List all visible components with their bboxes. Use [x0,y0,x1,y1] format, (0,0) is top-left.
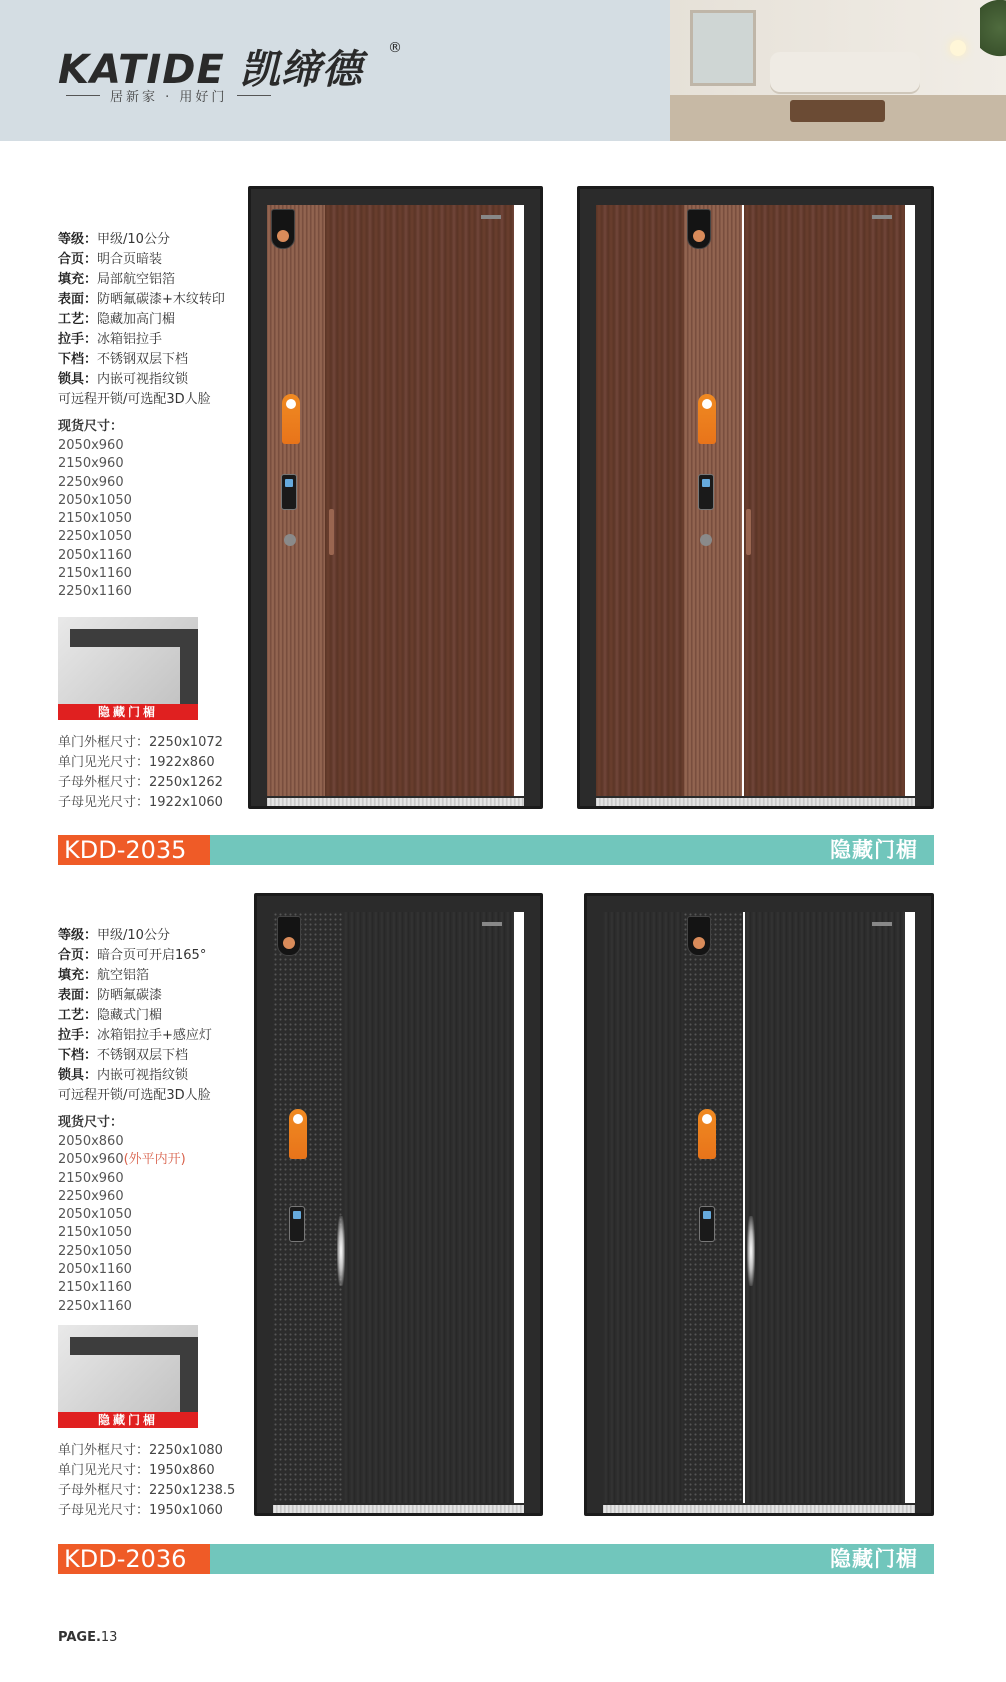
door-image-double-dark [584,893,934,1516]
product-bar-kdd-2035 [58,835,934,865]
frame-sizes: 单门外框尺寸：2250x1080 单门见光尺寸：1950x860 子母外框尺寸：2250x1238.5 子母见光尺寸：1950x1060 [58,1443,236,1518]
frame-sizes: 单门外框尺寸：2250x1072 单门见光尺寸：1922x860 子母外框尺寸：2250x1262 子母见光尺寸：1922x1060 [58,735,223,810]
spec-note: 可远程开锁/可选配3D人脸 [58,1088,211,1103]
sizes-list: 2050x860 2050x960(外平内开) 2150x960 2250x960 2050x1050 2150x1050 2250x1050 2050x1160 2150x1160 2250x1160 [58,1134,186,1314]
brand-logo: KATIDE 凯缔德 [58,47,363,93]
hidden-lintel-thumbnail [58,1325,198,1428]
product-tag: 隐藏门楣 [830,838,918,862]
spec-row: 表面：防晒氟碳漆 [58,988,163,1003]
registered-mark: ® [388,40,402,56]
product-tag: 隐藏门楣 [830,1547,918,1571]
product-bar-kdd-2036 [58,1544,934,1574]
spec-row: 锁具：内嵌可视指纹锁 [58,372,189,387]
spec-row: 填充：局部航空铝箔 [58,272,176,287]
sizes-title: 现货尺寸： [58,1115,124,1130]
product-code: KDD-2036 [58,1544,210,1574]
spec-row: 工艺：隐藏加高门楣 [58,312,176,327]
lintel-label: 隐藏门楣 [58,1412,198,1428]
door-image-single-dark [254,893,543,1516]
spec-row: 锁具：内嵌可视指纹锁 [58,1068,189,1083]
spec-row: 合页：明合页暗装 [58,252,163,267]
spec-row: 工艺：隐藏式门楣 [58,1008,163,1023]
lintel-label: 隐藏门楣 [58,704,198,720]
door-image-double-wood [577,186,934,809]
living-room-photo [670,0,1006,141]
spec-row: 拉手：冰箱铝拉手+感应灯 [58,1028,212,1043]
spec-note: 可远程开锁/可选配3D人脸 [58,392,211,407]
size-highlight: (外平内开) [123,1152,186,1168]
sizes-title: 现货尺寸： [58,419,124,434]
spec-row: 下档：不锈钢双层下档 [58,352,189,367]
spec-row: 下档：不锈钢双层下档 [58,1048,189,1063]
product-code: KDD-2035 [58,835,210,865]
sizes-list: 2050x960 2150x960 2250x960 2050x1050 2150x1050 2250x1050 2050x1160 2150x1160 2250x1160 [58,438,132,600]
brand-slogan: 居新家 · 用好门 [110,86,227,105]
spec-row: 拉手：冰箱铝拉手 [58,332,163,347]
page-header [0,0,1006,141]
spec-row: 表面：防晒氟碳漆+木纹转印 [58,292,225,307]
spec-row: 等级：甲级/10公分 [58,928,170,943]
spec-row: 填充：航空铝箔 [58,968,150,983]
hidden-lintel-thumbnail [58,617,198,720]
product-specs [58,230,225,602]
spec-row: 合页：暗合页可开启165° [58,948,207,963]
product-specs [58,926,212,1316]
page-number: PAGE.13 [58,1630,118,1645]
door-image-single-wood [248,186,543,809]
spec-row: 等级：甲级/10公分 [58,232,170,247]
